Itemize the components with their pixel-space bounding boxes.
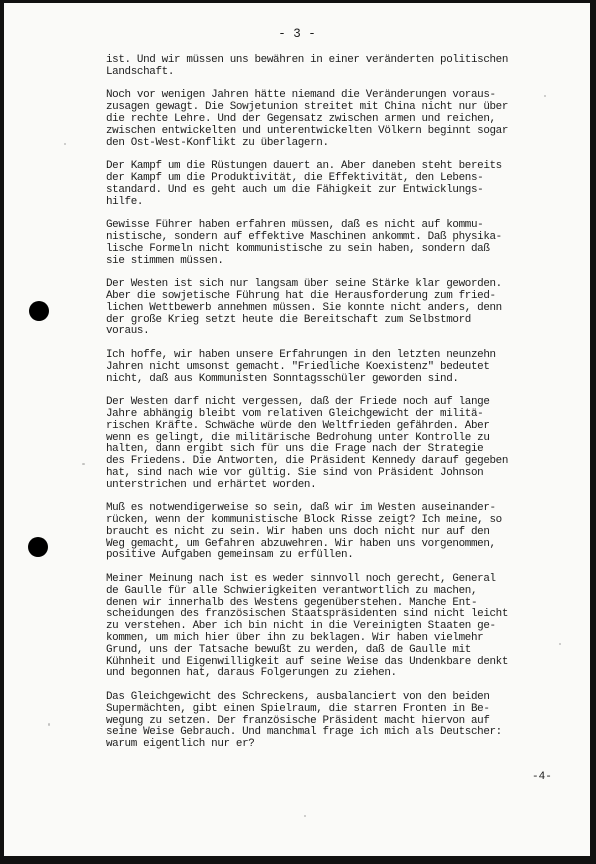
text-line: Supermächten, gibt einen Spielraum, die starren Fronten in Be- [106,702,490,715]
text-line: Grund, uns der Tatsache bewußt zu werden, daß de Gaulle mit [106,643,471,656]
text-line: Gewisse Führer haben erfahren müssen, daß es nicht auf kommu- [106,219,484,232]
text-line: rücken, wenn der kommunistische Block Risse zeigt? Ich meine, so [106,514,502,527]
text-line: wegung zu setzen. Der französische Präsident macht hiervon auf [106,714,490,727]
text-line: de Gaulle für alle Schwierigkeiten verantwortlich zu machen, [106,584,478,597]
text-line: zu verstehen. Aber ich bin nicht in die Vereinigten Staaten ge- [106,620,496,633]
text-line: der Kampf um die Produktivität, die Effektivität, den Lebens- [106,171,484,184]
text-line: Der Kampf um die Rüstungen dauert an. Aber daneben steht bereits [106,160,502,173]
text-line: Der Westen darf nicht vergessen, daß der Friede noch auf lange [106,396,490,409]
paragraph [106,397,576,491]
text-line: die rechte Lehre. Und der Gegensatz zwischen armen und reichen, [106,112,496,125]
text-line: voraus. [106,325,150,338]
paragraph [106,161,576,208]
text-line: Ich hoffe, wir haben unsere Erfahrungen in den letzten neunzehn [106,348,496,361]
paragraph [106,692,576,751]
paper-speck [304,815,306,817]
punch-hole-top [29,301,49,321]
text-line: Landschaft. [106,65,175,78]
text-line: scheidungen des französischen Staatspräsidenten sind nicht leicht [106,608,509,621]
text-line: des Friedens. Die Antworten, die Präsident Kennedy darauf gegeben [106,455,509,468]
text-line: lische Formeln nicht kommunistische zu sein haben, sondern daß [106,242,490,255]
text-line: braucht es nicht zu sein. Wir haben uns doch nicht nur auf den [106,525,490,538]
text-line: Aber die sowjetische Führung hat die Herausforderung zum fried- [106,289,496,302]
text-line: Jahren nicht umsonst gemacht. "Friedliche Koexistenz" bedeutet [106,360,490,373]
text-line: Jahre abhängig bleibt vom relativen Gleichgewicht der militä- [106,407,484,420]
text-line: Noch vor wenigen Jahren hätte niemand die Veränderungen voraus- [106,89,496,102]
text-line: den Ost-West-Konflikt zu überlagern. [106,136,329,149]
text-line: halten, dann ergibt sich für uns die Frage nach der Strategie [106,443,484,456]
text-line: der große Krieg setzt heute die Bereitschaft zum Selbstmord [106,313,471,326]
text-line: und begonnen hat, daraus Folgerungen zu ziehen. [106,667,397,680]
paragraph [106,55,576,79]
text-line: hilfe. [106,195,144,208]
text-line: unterstrichen und erhärtet worden. [106,478,317,491]
text-line: denen wir innerhalb des Westens gegenüberstehen. Manche Ent- [106,596,478,609]
paragraph [106,220,576,267]
punch-hole-bottom [28,537,48,557]
page-number-header: - 3 - [278,27,316,41]
text-line: lichen Wettbewerb annehmen müssen. Sie konnte nicht anders, denn [106,301,502,314]
text-line: rischen Kräfte. Schwäche würde den Weltfrieden gefährden. Aber [106,419,490,432]
text-line: standard. Und es geht auch um die Fähigkeit zur Entwicklungs- [106,183,484,196]
text-line: zusagen gewagt. Die Sowjetunion streitet mit China nicht nur über [106,101,509,114]
paragraph [106,350,576,385]
text-line: Muß es notwendigerweise so sein, daß wir im Westen auseinander- [106,502,496,515]
paper-speck [48,723,50,726]
text-line: Weg gemacht, um Gefahren abzuwehren. Wir haben uns vorgenommen, [106,537,496,550]
text-line: nicht, daß aus Kommunisten Sonntagsschüler geworden sind. [106,372,459,385]
document-body [106,55,576,763]
text-line: warum eigentlich nur er? [106,738,255,751]
text-line: Der Westen ist sich nur langsam über seine Stärke klar geworden. [106,278,502,291]
text-line: wenn es gelingt, die militärische Bedrohung unter Kontrolle zu [106,431,490,444]
text-line: nistische, sondern auf effektive Maschinen ankommt. Daß physika- [106,230,502,243]
paper-speck [82,463,85,465]
text-line: Kühnheit und Eigenwilligkeit auf seine Weise das Undenkbare denkt [106,655,509,668]
paragraph [106,574,576,680]
text-line: hat, sind nach wie vor gültig. Sie sind von Präsident Johnson [106,466,484,479]
paragraph [106,90,576,149]
text-line: Das Gleichgewicht des Schreckens, ausbalanciert von den beiden [106,691,490,704]
text-line: ist. Und wir müssen uns bewähren in einer veränderten politischen [106,54,509,66]
next-page-marker: -4- [532,771,552,783]
paragraph [106,503,576,562]
text-line: seine Weise Gebrauch. Und manchmal frage ich mich als Deutscher: [106,726,502,739]
text-line: positive Aufgaben gemeinsam zu erfüllen. [106,549,354,562]
paragraph [106,279,576,338]
paper-speck [64,143,66,145]
text-line: sie stimmen müssen. [106,254,224,267]
text-line: kommen, um mich hier über ihn zu beklagen. Wir haben vielmehr [106,632,484,645]
text-line: Meiner Meinung nach ist es weder sinnvoll noch gerecht, General [106,573,496,586]
text-line: zwischen entwickelten und unterentwickelten Völkern beginnt sogar [106,124,509,137]
